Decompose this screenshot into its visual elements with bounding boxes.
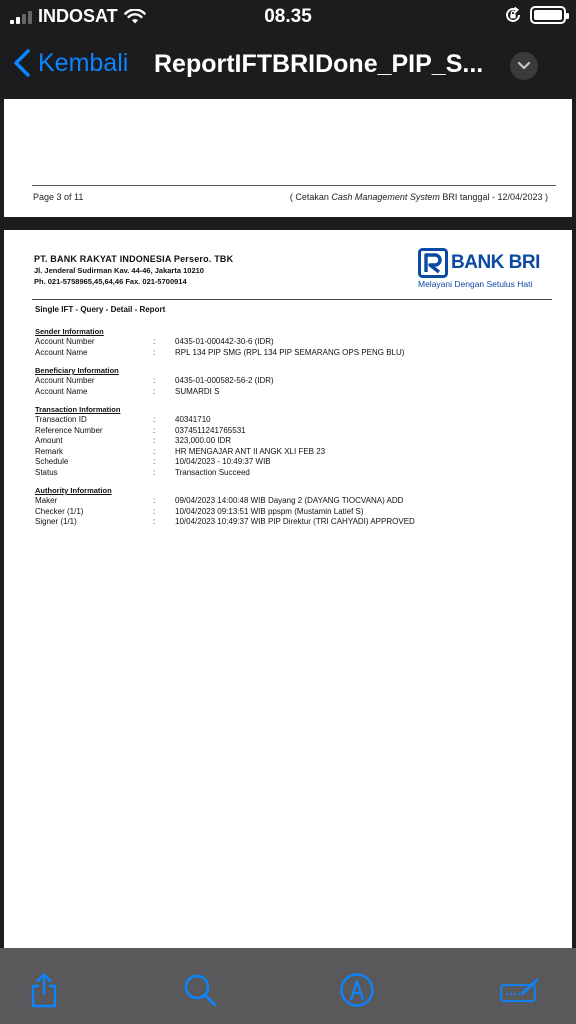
pdf-page-previous (4, 99, 572, 217)
detail-label: Account Name (35, 386, 88, 396)
colon-separator: : (153, 425, 156, 435)
detail-value: HR MENGAJAR ANT II ANGK XLI FEB 23 (175, 446, 326, 456)
detail-row (35, 376, 555, 387)
detail-row (35, 337, 555, 348)
detail-value: 40341710 (175, 415, 211, 424)
report-section (35, 405, 555, 478)
detail-value: SUMARDI S (175, 386, 220, 396)
section-heading: Authority Information (35, 486, 112, 495)
title-menu-button[interactable] (510, 52, 538, 80)
company-address: Jl. Jenderal Sudirman Kav. 44-46, Jakarta 10210 (34, 266, 204, 275)
footer-divider (32, 185, 556, 186)
detail-row (35, 457, 555, 468)
colon-separator: : (153, 337, 156, 346)
detail-value: 10/04/2023 10:49:37 WIB PIP Direktur (TRI CAHYADI) APPROVED (175, 517, 415, 526)
colon-separator: : (153, 467, 156, 477)
detail-label: Account Number (35, 376, 95, 385)
report-sections (35, 327, 555, 536)
chevron-left-icon (12, 48, 32, 78)
report-title: Single IFT - Query - Detail - Report (35, 305, 166, 314)
detail-label: Reference Number (35, 425, 103, 435)
colon-separator: : (153, 347, 156, 357)
detail-row (35, 517, 555, 528)
section-heading: Transaction Information (35, 405, 121, 414)
detail-row (35, 447, 555, 458)
bri-logo-icon (418, 248, 448, 278)
detail-row (35, 415, 555, 426)
detail-row (35, 387, 555, 398)
report-section (35, 486, 555, 528)
bank-logo (418, 248, 544, 292)
back-label: Kembali (38, 48, 129, 77)
markup-button[interactable] (337, 970, 377, 1010)
share-icon (28, 972, 60, 1008)
colon-separator: : (153, 436, 156, 445)
logo-tagline: Melayani Dengan Setulus Hati (418, 279, 533, 289)
carrier-name: INDOSAT (38, 6, 118, 26)
detail-label: Signer (1/1) (35, 517, 77, 526)
markup-icon (339, 972, 375, 1008)
company-phone: Ph. 021-5758965,45,64,46 Fax. 021-5700914 (34, 277, 187, 286)
detail-value: 10/04/2023 - 10:49:37 WIB (175, 457, 271, 466)
header-divider (32, 299, 552, 300)
colon-separator: : (153, 506, 156, 516)
detail-value: 0435-01-000442-30-6 (IDR) (175, 337, 274, 346)
detail-value: 10/04/2023 09:13:51 WIB ppspm (Mustamin Latief S) (175, 506, 364, 516)
orientation-lock-icon (504, 6, 522, 24)
share-button[interactable] (24, 970, 64, 1010)
status-bar (0, 0, 576, 34)
colon-separator: : (153, 415, 156, 424)
section-heading: Sender Information (35, 327, 104, 336)
page-number: Page 3 of 11 (33, 192, 84, 202)
chevron-down-icon (517, 61, 531, 71)
colon-separator: : (153, 457, 156, 466)
detail-value: 09/04/2023 14:00:48 WIB Dayang 2 (DAYANG TIOCVANA) ADD (175, 496, 404, 505)
report-section (35, 327, 555, 358)
nav-bar (0, 34, 576, 98)
detail-label: Account Name (35, 347, 88, 357)
colon-separator: : (153, 446, 156, 456)
company-name: PT. BANK RAKYAT INDONESIA Persero. TBK (34, 254, 234, 264)
detail-label: Account Number (35, 337, 95, 346)
detail-label: Schedule (35, 457, 69, 466)
detail-value: RPL 134 PIP SMG (RPL 134 PIP SEMARANG OPS PENG BLU) (175, 347, 405, 357)
detail-value: 323,000.00 IDR (175, 436, 232, 445)
report-section (35, 366, 555, 397)
detail-label: Maker (35, 496, 58, 505)
detail-row (35, 436, 555, 447)
colon-separator: : (153, 496, 156, 505)
detail-row (35, 507, 555, 518)
signature-button[interactable] (500, 970, 540, 1010)
detail-value: 0435-01-000582-56-2 (IDR) (175, 376, 274, 385)
colon-separator: : (153, 517, 156, 526)
detail-label: Status (35, 467, 58, 477)
colon-separator: : (153, 376, 156, 385)
detail-label: Amount (35, 436, 63, 445)
detail-label: Remark (35, 446, 64, 456)
detail-label: Checker (1/1) (35, 506, 84, 516)
detail-label: Transaction ID (35, 415, 87, 424)
clock: 08.35 (264, 6, 312, 27)
bottom-toolbar (0, 948, 576, 1024)
print-footer: ( Cetakan Cash Management System BRI tanggal - 12/04/2023 ) (289, 192, 548, 202)
back-button[interactable] (12, 48, 128, 78)
signature-icon (500, 973, 540, 1007)
detail-row (35, 496, 555, 507)
battery-icon (530, 6, 566, 24)
detail-row (35, 348, 555, 359)
search-icon (182, 972, 218, 1008)
colon-separator: : (153, 386, 156, 396)
detail-row (35, 468, 555, 479)
logo-text: BANK BRI (451, 252, 540, 273)
detail-value: 0374511241765531 (175, 425, 246, 435)
section-heading: Beneficiary Information (35, 366, 119, 375)
detail-value: Transaction Succeed (175, 467, 250, 477)
detail-row (35, 426, 555, 437)
company-header (34, 254, 233, 286)
document-title: ReportIFTBRIDone_PIP_S... (154, 50, 484, 78)
search-button[interactable] (180, 970, 220, 1010)
pdf-page-report (4, 230, 572, 950)
